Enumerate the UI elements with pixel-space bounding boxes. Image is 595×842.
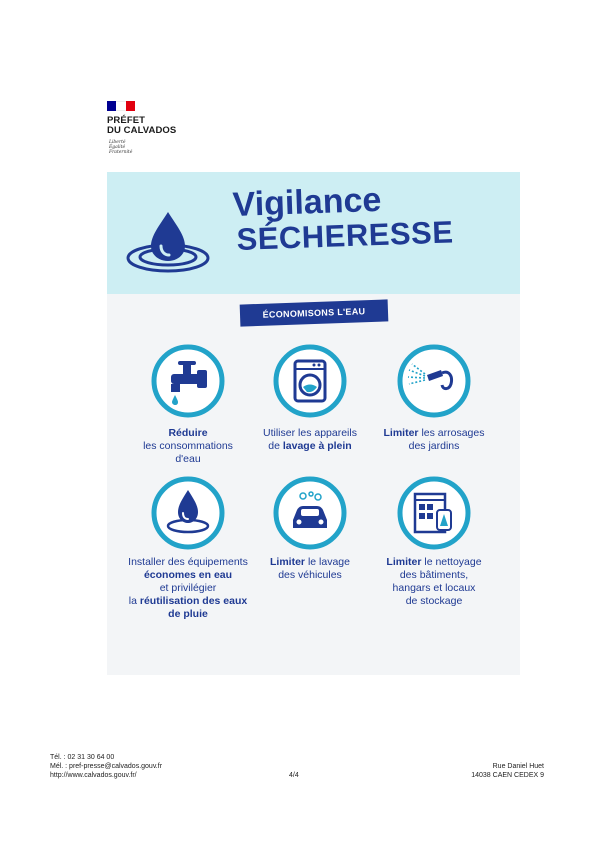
- caption-text: des jardins: [408, 440, 460, 452]
- footer-phone: Tél. : 02 31 30 64 00: [50, 754, 115, 761]
- caption-bold: économes en eau: [143, 569, 233, 581]
- caption-bold: réutilisation des eaux: [139, 595, 248, 607]
- footer-email[interactable]: Mél. : pref-presse@calvados.gouv.fr: [50, 763, 163, 770]
- caption-bold: Limiter: [383, 427, 419, 439]
- caption-text: des bâtiments,: [399, 569, 469, 581]
- footer-address-city: 14038 CAEN CEDEX 9: [471, 772, 544, 779]
- logo-title-line2: DU CALVADOS: [107, 125, 177, 136]
- washing-machine-icon: [273, 344, 347, 418]
- caption-bold: de pluie: [168, 608, 208, 620]
- logo-title-line1: PRÉFET: [107, 115, 146, 126]
- caption-bold: lavage à plein: [282, 440, 352, 452]
- poster-title-line1: Vigilance: [232, 180, 382, 224]
- caption-text: Installer des équipements: [128, 556, 248, 568]
- caption-limit-garden-watering: [364, 427, 504, 453]
- marianne-flag-logo: [107, 101, 135, 111]
- caption-text: hangars et locaux: [392, 582, 476, 594]
- caption-text: Utiliser les appareils: [263, 427, 357, 439]
- caption-full-load-appliances: [240, 427, 380, 453]
- footer-address-street: Rue Daniel Huet: [492, 763, 544, 770]
- motto-liberte: Liberté: [109, 140, 126, 145]
- motto-egalite: Égalité: [109, 145, 126, 150]
- caption-text: le nettoyage: [421, 556, 482, 568]
- page-number: 4/4: [289, 772, 299, 779]
- caption-text: de: [268, 440, 283, 452]
- caption-text: de stockage: [405, 595, 463, 607]
- water-drop-icon: [151, 476, 225, 550]
- water-drop-ripple-icon: [123, 210, 213, 276]
- caption-limit-vehicle-washing: [240, 556, 380, 582]
- caption-text: d'eau: [175, 453, 201, 465]
- economize-water-banner: ÉCONOMISONS L'EAU: [240, 299, 389, 326]
- caption-reduce-consumption: [118, 427, 258, 466]
- building-cleaning-icon: [397, 476, 471, 550]
- poster-title-line2: SÉCHERESSE: [236, 214, 454, 257]
- motto-fraternite: Fraternité: [109, 150, 133, 155]
- garden-hose-icon: [397, 344, 471, 418]
- faucet-icon: [151, 344, 225, 418]
- caption-text: la: [128, 595, 140, 607]
- republic-motto: [109, 140, 132, 155]
- drought-poster: [107, 172, 520, 675]
- caption-text: des véhicules: [278, 569, 342, 581]
- prefecture-logo-title: [107, 116, 176, 136]
- footer-website[interactable]: http://www.calvados.gouv.fr/: [50, 772, 137, 779]
- caption-text: et privilégier: [159, 582, 217, 594]
- caption-text: le lavage: [305, 556, 350, 568]
- caption-text: les arrosages: [418, 427, 485, 439]
- caption-text: les consommations: [143, 440, 233, 452]
- caption-bold: Limiter: [386, 556, 422, 568]
- caption-limit-building-cleaning: [364, 556, 504, 608]
- caption-bold: Limiter: [270, 556, 306, 568]
- car-wash-icon: [273, 476, 347, 550]
- caption-bold: Réduire: [168, 427, 208, 439]
